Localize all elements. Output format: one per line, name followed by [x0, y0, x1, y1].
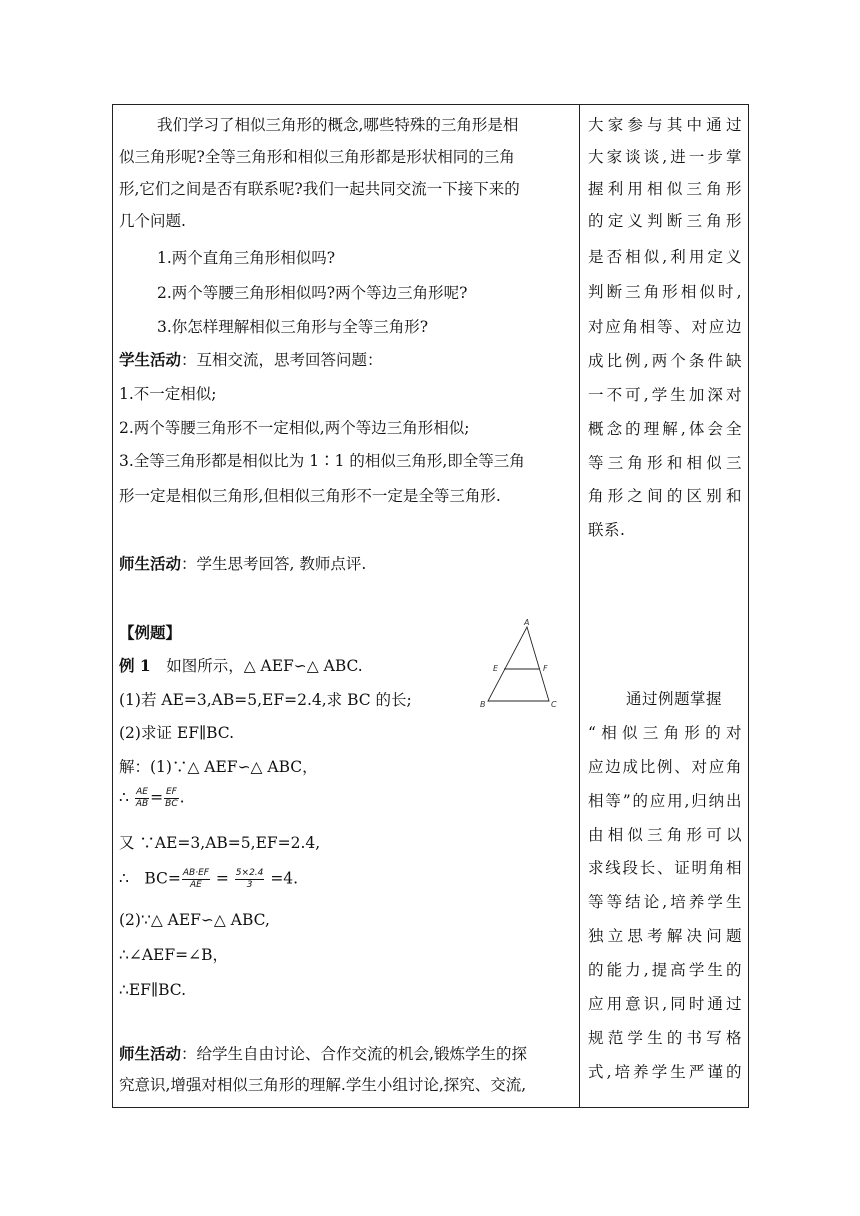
example-heading: 【例题】 — [119, 623, 182, 642]
note-line: 成比例,两个条件缺 — [588, 352, 742, 370]
fraction-abef-ae: $\frac{AB\cdot EF}{AE}$ — [182, 868, 209, 890]
note-line: 求线段长、证明角相 — [588, 859, 742, 877]
student-activity-label: 学生活动 — [119, 350, 182, 369]
note-line: 大家谈谈,进一步掌 — [588, 148, 742, 166]
question-3: 3.你怎样理解相似三角形与全等三角形? — [157, 318, 429, 336]
note-line: 握利用相似三角形 — [588, 180, 742, 198]
solution-line-4 — [119, 868, 298, 891]
fraction-value: $\frac{5\times 2.4}{3}$ — [235, 868, 264, 890]
answer-3-cont: 形一定是相似三角形,但相似三角形不一定是全等三角形. — [119, 487, 501, 505]
fraction-ef-bc: $\frac{EF}{BC}$ — [165, 787, 178, 809]
note-line: 的能力,提高学生的 — [588, 961, 742, 979]
note-line: 大家参与其中通过 — [588, 116, 742, 134]
answer-3: 3.全等三角形都是相似比为 1∶1 的相似三角形,即全等三角 — [119, 452, 525, 470]
note-line: 通过例题掌握 — [626, 690, 723, 708]
student-activity-text: ：互相交流，思考回答问题： — [181, 351, 383, 369]
student-activity — [119, 350, 383, 370]
intro-line: 形,它们之间是否有联系呢?我们一起共同交流一下接下来的 — [119, 180, 520, 198]
example-text: 如图所示，△ AEF∽△ ABC. — [150, 657, 363, 675]
note-line: 判断三角形相似时, — [588, 283, 742, 301]
label-e: E — [493, 664, 499, 673]
question-1: 1.两个直角三角形相似吗? — [157, 249, 336, 267]
note-line: 联系. — [588, 521, 626, 539]
example-question-1: (1)若 AE=3,AB=5,EF=2.4,求 BC 的长; — [119, 691, 412, 709]
therefore-symbol: ∴ — [119, 788, 129, 807]
note-line: 式,培养学生严谨的 — [588, 1063, 742, 1081]
note-line: 规范学生的书写格 — [588, 1029, 742, 1047]
solution-line-3: 又 ∵AE=3,AB=5,EF=2.4, — [119, 834, 321, 852]
example-statement — [119, 656, 363, 676]
note-line: 等三角形和相似三 — [588, 454, 742, 472]
note-line: 由相似三角形可以 — [588, 826, 742, 844]
lesson-table — [112, 104, 749, 1108]
teacher-student-text: ：学生思考回答, 教师点评. — [181, 555, 367, 573]
note-line: 是否相似,利用定义 — [588, 248, 742, 266]
example-question-2: (2)求证 EF∥BC. — [119, 724, 235, 742]
closing-line: 究意识,增强对相似三角形的理解.学生小组讨论,探究、交流, — [119, 1076, 527, 1094]
label-b: B — [480, 700, 486, 709]
solution-line-6: ∴∠AEF=∠B， — [119, 946, 228, 964]
equals-sign: = — [210, 869, 234, 888]
note-line: 独立思考解决问题 — [588, 927, 742, 945]
note-line: 对应角相等、对应边 — [588, 318, 742, 336]
note-line: 等等结论,培养学生 — [588, 893, 742, 911]
note-line: 概念的理解,体会全 — [588, 420, 742, 438]
label-c: C — [551, 700, 557, 709]
solution-line-5: (2)∵△ AEF∽△ ABC, — [119, 911, 270, 929]
note-line: 角形之间的区别和 — [588, 487, 742, 505]
solution-line-7: ∴EF∥BC. — [119, 981, 187, 999]
intro-line: 我们学习了相似三角形的概念,哪些特殊的三角形是相 — [157, 116, 519, 134]
note-line: 的定义判断三角形 — [588, 212, 742, 230]
bc-result: =4. — [265, 869, 299, 888]
intro-line: 几个问题. — [119, 212, 186, 230]
teacher-student-activity-2 — [119, 1044, 527, 1064]
note-line: 一不可,学生加深对 — [588, 386, 742, 404]
answer-1: 1.不一定相似; — [119, 385, 217, 403]
note-line: 相等”的应用,归纳出 — [588, 792, 742, 810]
teacher-student-activity — [119, 554, 366, 574]
label-a: A — [524, 618, 530, 627]
period: . — [179, 788, 185, 807]
triangle-figure — [474, 617, 564, 709]
answer-2: 2.两个等腰三角形不一定相似,两个等边三角形相似; — [119, 419, 470, 437]
column-divider — [579, 105, 580, 1107]
fraction-ae-ab: $\frac{AE}{AB}$ — [135, 787, 149, 809]
note-line: 应边成比例、对应角 — [588, 758, 742, 776]
solution-line-2 — [119, 787, 185, 810]
example-label: 例 1 — [119, 656, 151, 675]
teacher-student-text: ：给学生自由讨论、合作交流的机会,锻炼学生的探 — [181, 1045, 527, 1063]
equals-sign: = — [150, 788, 164, 807]
note-line: “相似三角形的对 — [588, 724, 742, 742]
teacher-student-label: 师生活动 — [119, 554, 182, 573]
note-line: 应用意识,同时通过 — [588, 995, 742, 1013]
bc-prefix: ∴ BC= — [119, 869, 181, 888]
teacher-student-label: 师生活动 — [119, 1044, 182, 1063]
intro-line: 似三角形呢?全等三角形和相似三角形都是形状相同的三角 — [119, 148, 515, 166]
label-f: F — [543, 664, 548, 673]
question-2: 2.两个等腰三角形相似吗?两个等边三角形呢? — [157, 284, 468, 302]
solution-line-1: 解：(1)∵△ AEF∽△ ABC， — [119, 758, 318, 776]
